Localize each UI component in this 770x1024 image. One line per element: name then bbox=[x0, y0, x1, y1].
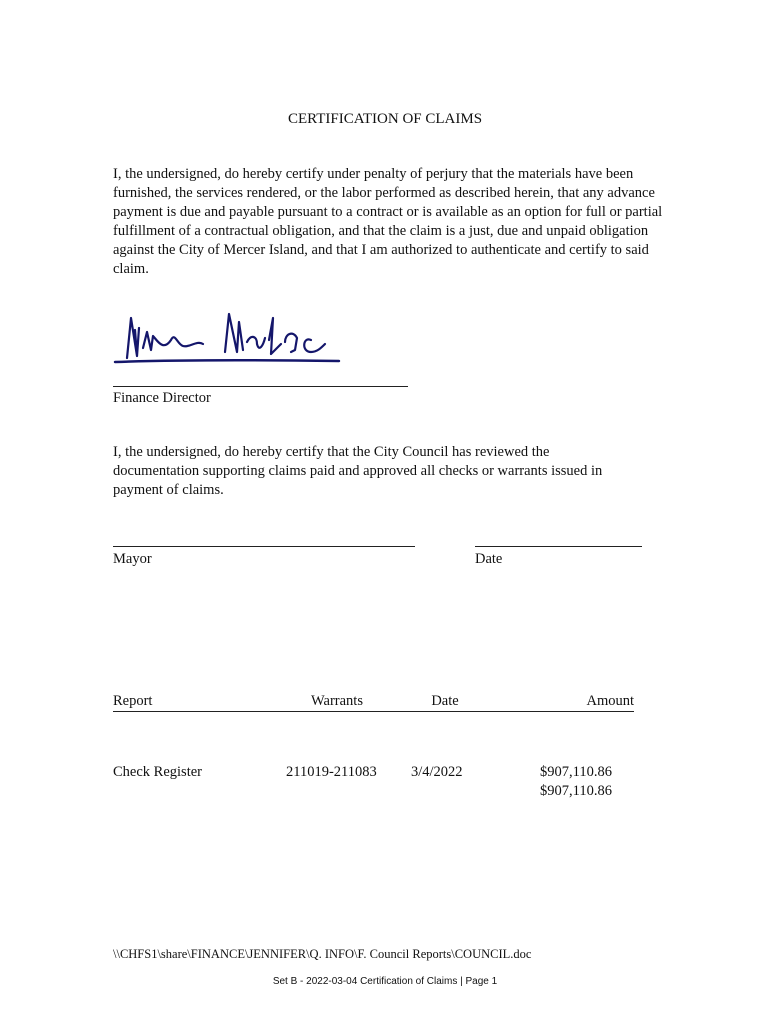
date-signature-line bbox=[475, 546, 642, 547]
table-header-warrants: Warrants bbox=[272, 693, 402, 712]
date-label: Date bbox=[475, 551, 503, 567]
finance-director-signature-line bbox=[113, 386, 408, 387]
table-cell-date: 3/4/2022 bbox=[411, 764, 463, 780]
document-title: CERTIFICATION OF CLAIMS bbox=[287, 111, 483, 127]
certification-paragraph-1: I, the undersigned, do hereby certify under penalty of perjury that the materials have been furnished, the services rendered, or the labor performed as described herein, that any advance payment is due and payable pursuant to a contract or is available as an option for full or partial fulfillment of a contractual obligation, and that the claim is a just, due and unpaid obligation against the City of Mercer Island, and that I am authorized to authenticate and certify to said claim. bbox=[113, 166, 663, 277]
mayor-label: Mayor bbox=[113, 551, 152, 567]
table-cell-warrants: 211019-211083 bbox=[286, 764, 377, 780]
table-cell-amount: $907,110.86 bbox=[540, 764, 612, 780]
table-cell-report: Check Register bbox=[113, 764, 202, 780]
footer-page-label: Set B - 2022-03-04 Certification of Claims | Page 1 bbox=[272, 976, 498, 987]
table-header-amount: Amount bbox=[488, 693, 634, 712]
table-total-amount: $907,110.86 bbox=[540, 783, 612, 799]
table-header-date: Date bbox=[400, 693, 490, 712]
table-header-report: Report bbox=[113, 693, 273, 712]
finance-director-label: Finance Director bbox=[113, 390, 211, 406]
footer-file-path: \\CHFS1\share\FINANCE\JENNIFER\Q. INFO\F. Council Reports\COUNCIL.doc bbox=[113, 947, 532, 961]
mayor-signature-line bbox=[113, 546, 415, 547]
certification-paragraph-2: I, the undersigned, do hereby certify that the City Council has reviewed the documentation supporting claims paid and approved all checks or warrants issued in payment of claims. bbox=[113, 444, 603, 498]
finance-director-signature bbox=[113, 300, 353, 375]
